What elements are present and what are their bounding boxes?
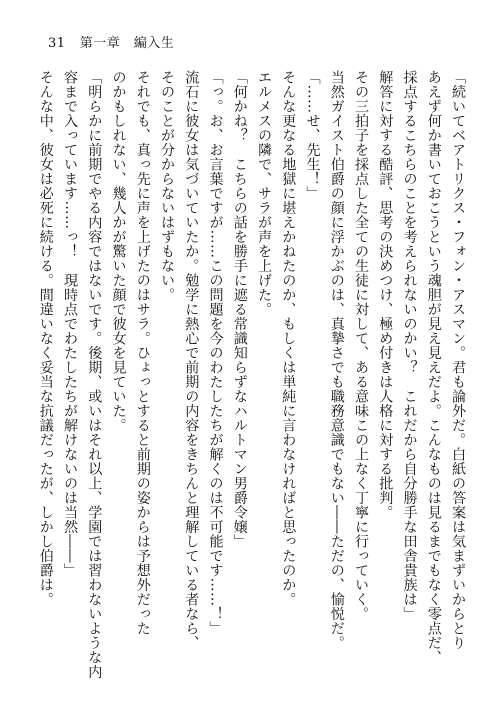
chapter-title: 第一章 編入生 <box>79 36 175 51</box>
text-line: それでも、真っ先に声を上げたのはサラ。ひょっとすると前期の姿からは予想外だった <box>134 70 151 636</box>
text-line: そんな中、彼女は必死に続ける。間違いなく妥当な抗議だったが、しかし伯爵は。 <box>37 70 54 607</box>
text-line: 「っ。お、お言葉ですが……この問題を今のわたしたちが解くのは不可能です……！」 <box>207 70 224 636</box>
text-line: 「明らかに前期でやる内容ではないです。後期、或いはそれ以上、学園では習わないような内 <box>86 70 103 679</box>
text-line: のかもしれない、幾人かが驚いた顔で彼女を見ていた。 <box>110 70 127 433</box>
text-line: その三拍子を採点した全ての生徒に対して、ある意味この上なく丁寧に行っていく。 <box>353 70 369 621</box>
running-header <box>48 36 174 52</box>
text-line: エルメスの隣で、サラが声を上げた。 <box>256 70 272 317</box>
text-line: そんな更なる地獄に堪えかねたのか、もしくは単純に言わなければと思ったのか。 <box>280 70 297 607</box>
page-number: 31 <box>48 36 66 51</box>
text-line: 容まで入っています……っ！ 現時点でわたしたちが解けないのは当然――」 <box>62 70 78 578</box>
text-line: 解答に対する酷評、思考の決めつけ、極め付きは人格に対する批判。 <box>377 70 394 520</box>
text-line: 採点するこちらのことを考えられないのかい？ これだから自分勝手な田舎貴族は」 <box>401 70 418 621</box>
text-line: 「……せ、先生！」 <box>304 70 321 201</box>
text-line: 「続いてベアトリクス・フォン・アスマン。君も論外だ。白紙の答案は気まずいからとり <box>450 70 466 650</box>
text-line: 当然ガイスト伯爵の顔に浮かぶのは、真摯さでも職務意識でもない――ただの、愉悦だ。 <box>328 70 345 650</box>
text-line: 「何かね？ こちらの話を勝手に遮る常識知らずなハルトマン男爵令嬢」 <box>231 70 248 549</box>
text-line: あえず何か書いておこうという魂胆が見え見えだよ。こんなものは見るまでもなく零点だ、 <box>425 70 442 665</box>
text-line: 流石に彼女は気づいていたか。勉学に熱心で前期の内容をきちんと理解している者なら、 <box>183 70 200 650</box>
text-line: そのことが分からないはずもない。 <box>159 70 175 302</box>
vertical-text-body <box>25 70 470 685</box>
